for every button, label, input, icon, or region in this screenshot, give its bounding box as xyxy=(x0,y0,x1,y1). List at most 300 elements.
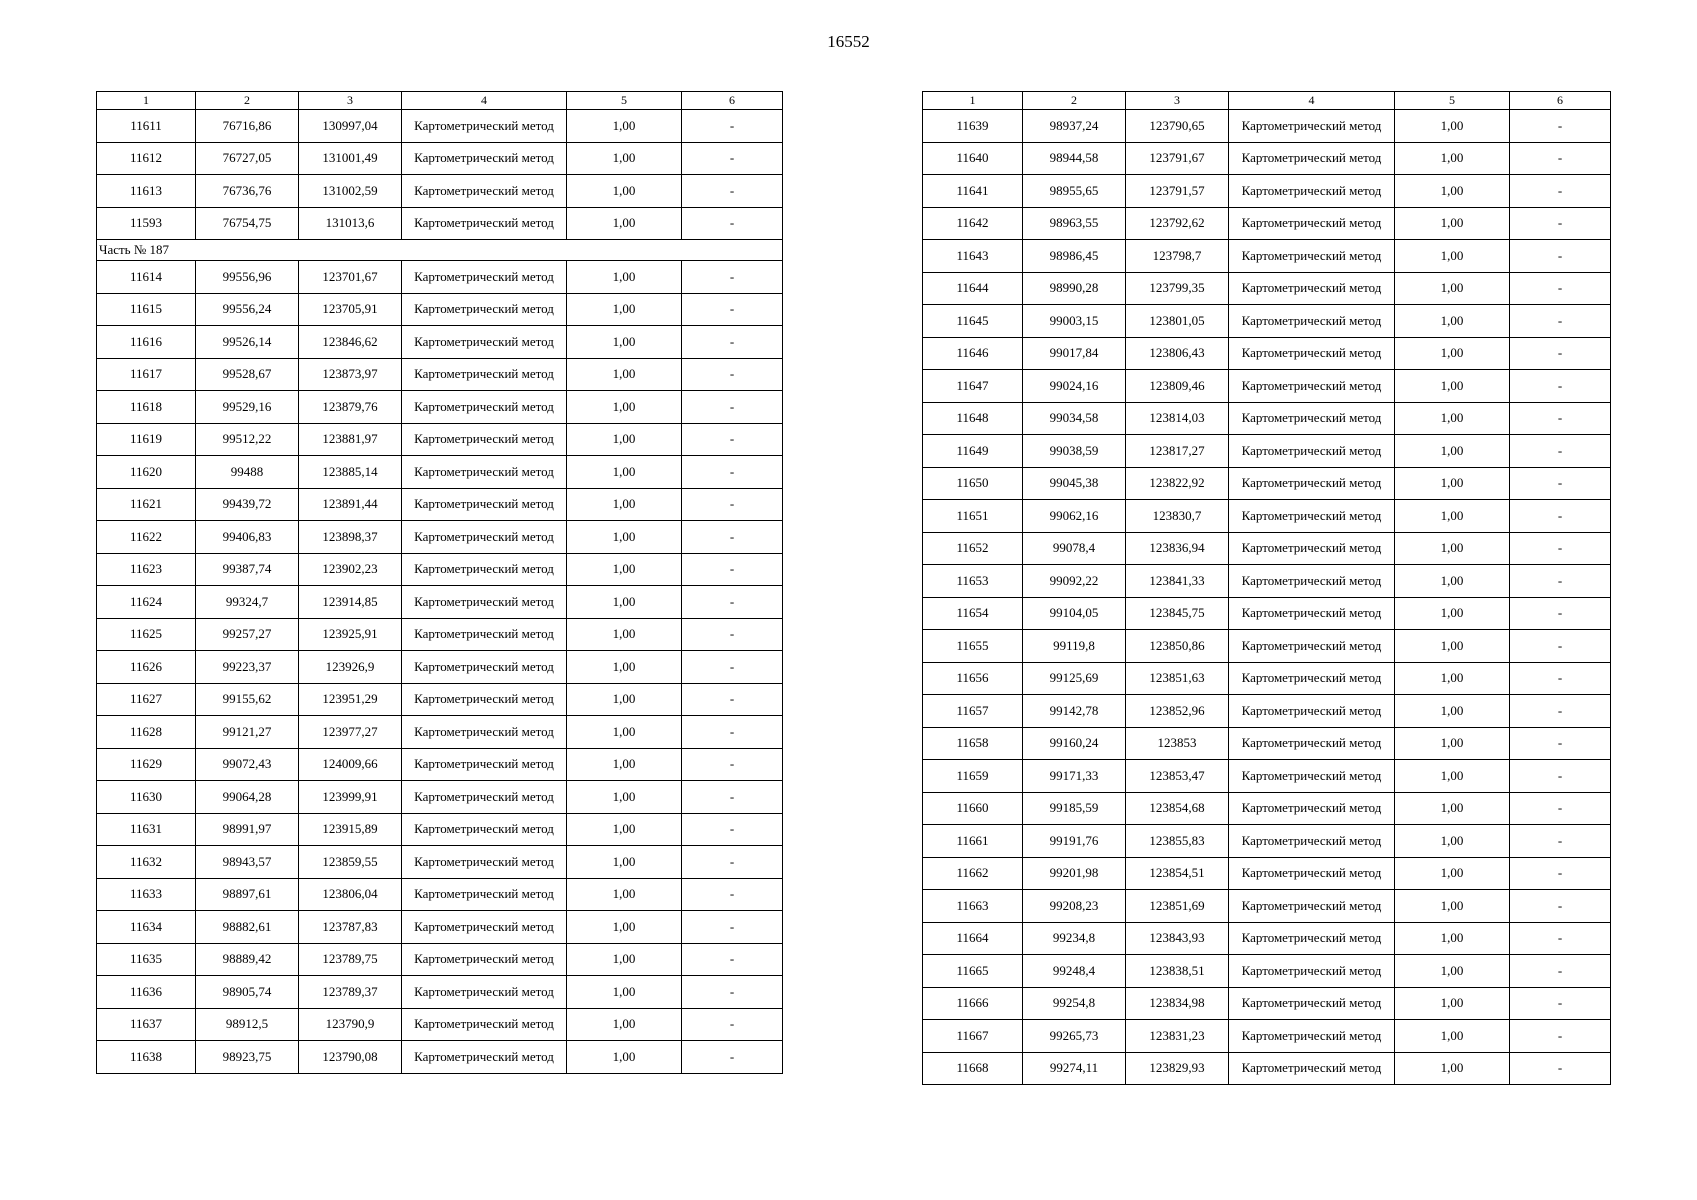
table-cell: Картометрический метод xyxy=(402,943,567,976)
table-cell: - xyxy=(682,142,783,175)
table-cell: 1,00 xyxy=(1395,695,1510,728)
table-cell: 123885,14 xyxy=(299,456,402,489)
table-cell: 11632 xyxy=(97,846,196,879)
table-row xyxy=(923,435,1611,468)
table-cell: 98990,28 xyxy=(1023,272,1126,305)
table-cell: 99488 xyxy=(196,456,299,489)
table-cell: - xyxy=(1510,532,1611,565)
table-cell: Картометрический метод xyxy=(402,586,567,619)
table-cell: 123830,7 xyxy=(1126,500,1229,533)
table-cell: - xyxy=(1510,597,1611,630)
table-row xyxy=(97,261,783,294)
table-cell: 1,00 xyxy=(567,586,682,619)
table-cell: 123841,33 xyxy=(1126,565,1229,598)
table-cell: - xyxy=(682,618,783,651)
table-cell: 1,00 xyxy=(567,683,682,716)
table-cell: 123822,92 xyxy=(1126,467,1229,500)
column-header: 6 xyxy=(1510,92,1611,110)
table-cell: 123791,67 xyxy=(1126,142,1229,175)
table-cell: 131013,6 xyxy=(299,207,402,240)
table-cell: 123879,76 xyxy=(299,391,402,424)
table-cell: 99324,7 xyxy=(196,586,299,619)
table-cell: 99045,38 xyxy=(1023,467,1126,500)
table-row xyxy=(97,748,783,781)
table-row xyxy=(923,337,1611,370)
table-cell: - xyxy=(682,683,783,716)
table-cell: 11614 xyxy=(97,261,196,294)
table-cell: 130997,04 xyxy=(299,110,402,143)
table-cell: 76716,86 xyxy=(196,110,299,143)
table-cell: Картометрический метод xyxy=(1229,435,1395,468)
table-cell: 1,00 xyxy=(1395,857,1510,890)
table-cell: 99121,27 xyxy=(196,716,299,749)
column-header: 4 xyxy=(402,92,567,110)
table-cell: 1,00 xyxy=(567,716,682,749)
table-cell: 1,00 xyxy=(567,326,682,359)
table-cell: 11642 xyxy=(923,207,1023,240)
table-cell: Картометрический метод xyxy=(1229,370,1395,403)
table-cell: - xyxy=(1510,630,1611,663)
table-cell: 1,00 xyxy=(567,878,682,911)
table-cell: - xyxy=(1510,825,1611,858)
column-header: 1 xyxy=(923,92,1023,110)
table-header-row xyxy=(923,92,1611,110)
table-cell: - xyxy=(1510,207,1611,240)
column-header: 5 xyxy=(1395,92,1510,110)
table-cell: Картометрический метод xyxy=(402,110,567,143)
table-cell: 11640 xyxy=(923,142,1023,175)
table-cell: 1,00 xyxy=(567,748,682,781)
table-cell: Картометрический метод xyxy=(1229,402,1395,435)
table-cell: 123859,55 xyxy=(299,846,402,879)
table-cell: 1,00 xyxy=(567,175,682,208)
table-cell: 99119,8 xyxy=(1023,630,1126,663)
table-cell: 1,00 xyxy=(567,358,682,391)
column-header: 1 xyxy=(97,92,196,110)
table-row xyxy=(97,293,783,326)
table-cell: Картометрический метод xyxy=(402,1041,567,1074)
table-cell: 123925,91 xyxy=(299,618,402,651)
table-cell: 99171,33 xyxy=(1023,760,1126,793)
table-cell: 1,00 xyxy=(567,261,682,294)
table-row xyxy=(97,651,783,684)
table-cell: 1,00 xyxy=(1395,760,1510,793)
table-cell: 11641 xyxy=(923,175,1023,208)
table-cell: 98889,42 xyxy=(196,943,299,976)
table-cell: 99528,67 xyxy=(196,358,299,391)
table-row xyxy=(97,175,783,208)
table-cell: 123814,03 xyxy=(1126,402,1229,435)
table-cell: 11644 xyxy=(923,272,1023,305)
table-cell: 123898,37 xyxy=(299,521,402,554)
table-row xyxy=(923,272,1611,305)
column-header: 6 xyxy=(682,92,783,110)
table-cell: 11653 xyxy=(923,565,1023,598)
table-row xyxy=(923,532,1611,565)
table-cell: - xyxy=(1510,760,1611,793)
table-row xyxy=(923,370,1611,403)
table-cell: 1,00 xyxy=(567,1008,682,1041)
coordinates-table-left xyxy=(96,91,783,1074)
table-row xyxy=(923,110,1611,143)
table-cell: 98986,45 xyxy=(1023,240,1126,273)
table-cell: 11649 xyxy=(923,435,1023,468)
table-cell: Картометрический метод xyxy=(402,488,567,521)
table-row xyxy=(97,781,783,814)
table-cell: 123843,93 xyxy=(1126,922,1229,955)
table-cell: - xyxy=(682,976,783,1009)
table-cell: 123817,27 xyxy=(1126,435,1229,468)
table-cell: 99556,96 xyxy=(196,261,299,294)
table-cell: 98963,55 xyxy=(1023,207,1126,240)
table-cell: 11662 xyxy=(923,857,1023,890)
table-cell: 1,00 xyxy=(567,781,682,814)
table-cell: - xyxy=(682,911,783,944)
table-cell: Картометрический метод xyxy=(1229,1020,1395,1053)
table-cell: 11654 xyxy=(923,597,1023,630)
table-cell: 123834,98 xyxy=(1126,987,1229,1020)
table-cell: 123787,83 xyxy=(299,911,402,944)
table-cell: - xyxy=(1510,922,1611,955)
table-cell: 11650 xyxy=(923,467,1023,500)
table-cell: - xyxy=(1510,695,1611,728)
table-cell: 99556,24 xyxy=(196,293,299,326)
table-cell: 99274,11 xyxy=(1023,1052,1126,1085)
table-cell: 99062,16 xyxy=(1023,500,1126,533)
table-row xyxy=(97,456,783,489)
table-cell: 11652 xyxy=(923,532,1023,565)
table-cell: 98897,61 xyxy=(196,878,299,911)
table-cell: Картометрический метод xyxy=(1229,142,1395,175)
table-cell: 99529,16 xyxy=(196,391,299,424)
table-cell: 11666 xyxy=(923,987,1023,1020)
table-cell: 11645 xyxy=(923,305,1023,338)
table-cell: Картометрический метод xyxy=(402,175,567,208)
table-cell: - xyxy=(682,878,783,911)
table-cell: 1,00 xyxy=(1395,175,1510,208)
table-cell: 1,00 xyxy=(1395,1020,1510,1053)
table-cell: - xyxy=(1510,110,1611,143)
table-cell: 11593 xyxy=(97,207,196,240)
table-cell: 99034,58 xyxy=(1023,402,1126,435)
table-cell: 123831,23 xyxy=(1126,1020,1229,1053)
table-cell: 1,00 xyxy=(1395,565,1510,598)
table-cell: 11618 xyxy=(97,391,196,424)
table-cell: - xyxy=(1510,890,1611,923)
table-cell: - xyxy=(1510,240,1611,273)
table-row xyxy=(97,326,783,359)
table-cell: 11664 xyxy=(923,922,1023,955)
table-cell: 123845,75 xyxy=(1126,597,1229,630)
table-cell: Картометрический метод xyxy=(1229,695,1395,728)
table-cell: 1,00 xyxy=(567,142,682,175)
table-cell: 1,00 xyxy=(1395,630,1510,663)
table-row xyxy=(923,890,1611,923)
table-cell: 123850,86 xyxy=(1126,630,1229,663)
table-cell: Картометрический метод xyxy=(402,748,567,781)
table-cell: 1,00 xyxy=(1395,825,1510,858)
table-cell: Картометрический метод xyxy=(402,976,567,1009)
table-cell: Картометрический метод xyxy=(402,423,567,456)
table-cell: Картометрический метод xyxy=(1229,337,1395,370)
table-cell: 11638 xyxy=(97,1041,196,1074)
table-cell: 123809,46 xyxy=(1126,370,1229,403)
table-cell: 123790,65 xyxy=(1126,110,1229,143)
table-cell: 123915,89 xyxy=(299,813,402,846)
table-cell: 99024,16 xyxy=(1023,370,1126,403)
table-cell: Картометрический метод xyxy=(402,391,567,424)
column-header: 4 xyxy=(1229,92,1395,110)
table-cell: 123891,44 xyxy=(299,488,402,521)
table-cell: 123790,9 xyxy=(299,1008,402,1041)
table-cell: 99208,23 xyxy=(1023,890,1126,923)
table-cell: 99265,73 xyxy=(1023,1020,1126,1053)
table-cell: Картометрический метод xyxy=(1229,857,1395,890)
table-cell: 1,00 xyxy=(567,391,682,424)
table-cell: 123791,57 xyxy=(1126,175,1229,208)
table-cell: 123855,83 xyxy=(1126,825,1229,858)
table-cell: 76727,05 xyxy=(196,142,299,175)
table-cell: - xyxy=(682,716,783,749)
table-row xyxy=(97,110,783,143)
table-cell: Картометрический метод xyxy=(402,813,567,846)
table-cell: - xyxy=(682,586,783,619)
table-cell: 11656 xyxy=(923,662,1023,695)
table-cell: 99254,8 xyxy=(1023,987,1126,1020)
table-cell: 99104,05 xyxy=(1023,597,1126,630)
table-cell: - xyxy=(1510,727,1611,760)
table-cell: 11667 xyxy=(923,1020,1023,1053)
table-cell: 11622 xyxy=(97,521,196,554)
table-row xyxy=(923,142,1611,175)
table-cell: Картометрический метод xyxy=(1229,565,1395,598)
table-cell: Картометрический метод xyxy=(1229,922,1395,955)
table-cell: 1,00 xyxy=(1395,370,1510,403)
table-row xyxy=(923,240,1611,273)
table-body-right xyxy=(923,92,1611,1085)
table-cell: 11616 xyxy=(97,326,196,359)
table-cell: Картометрический метод xyxy=(402,683,567,716)
table-row xyxy=(923,175,1611,208)
table-cell: 1,00 xyxy=(1395,272,1510,305)
table-cell: 123801,05 xyxy=(1126,305,1229,338)
table-cell: 11635 xyxy=(97,943,196,976)
table-cell: 1,00 xyxy=(567,911,682,944)
table-cell: Картометрический метод xyxy=(1229,175,1395,208)
table-cell: 11647 xyxy=(923,370,1023,403)
table-row xyxy=(97,488,783,521)
table-row xyxy=(97,553,783,586)
table-cell: 99248,4 xyxy=(1023,955,1126,988)
coordinates-table-right xyxy=(922,91,1611,1085)
table-cell: 1,00 xyxy=(1395,955,1510,988)
table-row xyxy=(923,402,1611,435)
table-cell: Картометрический метод xyxy=(1229,890,1395,923)
table-cell: Картометрический метод xyxy=(1229,272,1395,305)
table-cell: 1,00 xyxy=(1395,662,1510,695)
table-cell: 1,00 xyxy=(567,651,682,684)
table-cell: 1,00 xyxy=(1395,142,1510,175)
table-cell: Картометрический метод xyxy=(402,293,567,326)
table-cell: - xyxy=(682,358,783,391)
table-cell: 1,00 xyxy=(567,553,682,586)
table-cell: 123902,23 xyxy=(299,553,402,586)
table-cell: 99191,76 xyxy=(1023,825,1126,858)
table-cell: 11659 xyxy=(923,760,1023,793)
table-cell: 1,00 xyxy=(567,293,682,326)
section-row xyxy=(97,240,783,261)
table-cell: Картометрический метод xyxy=(402,326,567,359)
table-cell: Картометрический метод xyxy=(402,521,567,554)
table-cell: 11628 xyxy=(97,716,196,749)
table-cell: - xyxy=(682,391,783,424)
table-cell: 11621 xyxy=(97,488,196,521)
table-cell: 123914,85 xyxy=(299,586,402,619)
table-cell: Картометрический метод xyxy=(402,651,567,684)
table-cell: 1,00 xyxy=(567,456,682,489)
table-cell: 1,00 xyxy=(1395,597,1510,630)
table-cell: 1,00 xyxy=(567,1041,682,1074)
table-cell: 124009,66 xyxy=(299,748,402,781)
table-row xyxy=(97,207,783,240)
table-row xyxy=(923,662,1611,695)
table-cell: - xyxy=(682,456,783,489)
table-cell: 98944,58 xyxy=(1023,142,1126,175)
column-header: 2 xyxy=(196,92,299,110)
table-cell: 1,00 xyxy=(1395,532,1510,565)
table-cell: 1,00 xyxy=(1395,727,1510,760)
table-row xyxy=(97,358,783,391)
table-cell: 98937,24 xyxy=(1023,110,1126,143)
table-cell: Картометрический метод xyxy=(402,261,567,294)
table-cell: 99387,74 xyxy=(196,553,299,586)
table-cell: - xyxy=(1510,402,1611,435)
table-cell: 123873,97 xyxy=(299,358,402,391)
table-cell: 1,00 xyxy=(1395,402,1510,435)
column-header: 3 xyxy=(299,92,402,110)
table-cell: - xyxy=(1510,955,1611,988)
table-row xyxy=(97,423,783,456)
table-row xyxy=(97,846,783,879)
table-cell: Картометрический метод xyxy=(1229,305,1395,338)
table-cell: - xyxy=(1510,305,1611,338)
table-cell: 98955,65 xyxy=(1023,175,1126,208)
table-cell: - xyxy=(1510,500,1611,533)
table-cell: 1,00 xyxy=(1395,792,1510,825)
table-cell: Картометрический метод xyxy=(402,142,567,175)
table-row xyxy=(97,943,783,976)
table-cell: 123806,43 xyxy=(1126,337,1229,370)
table-row xyxy=(923,500,1611,533)
table-row xyxy=(97,716,783,749)
table-cell: 11630 xyxy=(97,781,196,814)
table-cell: - xyxy=(1510,142,1611,175)
table-row xyxy=(97,911,783,944)
table-cell: 123852,96 xyxy=(1126,695,1229,728)
table-cell: 123853,47 xyxy=(1126,760,1229,793)
table-cell: 99092,22 xyxy=(1023,565,1126,598)
table-cell: 131001,49 xyxy=(299,142,402,175)
table-cell: 123846,62 xyxy=(299,326,402,359)
table-body-left xyxy=(97,92,783,1074)
table-cell: 11633 xyxy=(97,878,196,911)
table-cell: 99185,59 xyxy=(1023,792,1126,825)
table-cell: 11631 xyxy=(97,813,196,846)
table-cell: 99003,15 xyxy=(1023,305,1126,338)
table-cell: Картометрический метод xyxy=(1229,727,1395,760)
table-cell: 98882,61 xyxy=(196,911,299,944)
table-cell: - xyxy=(682,175,783,208)
column-header: 5 xyxy=(567,92,682,110)
table-cell: - xyxy=(682,813,783,846)
table-cell: 11623 xyxy=(97,553,196,586)
table-row xyxy=(923,467,1611,500)
table-cell: 99142,78 xyxy=(1023,695,1126,728)
table-cell: 11625 xyxy=(97,618,196,651)
table-cell: 1,00 xyxy=(567,943,682,976)
table-cell: 99234,8 xyxy=(1023,922,1126,955)
table-header-row xyxy=(97,92,783,110)
table-row xyxy=(923,922,1611,955)
table-cell: 99201,98 xyxy=(1023,857,1126,890)
table-cell: 1,00 xyxy=(1395,207,1510,240)
table-cell: - xyxy=(682,943,783,976)
table-cell: 1,00 xyxy=(567,207,682,240)
table-row xyxy=(97,618,783,651)
table-cell: Картометрический метод xyxy=(1229,1052,1395,1085)
table-row xyxy=(923,792,1611,825)
table-cell: 123836,94 xyxy=(1126,532,1229,565)
table-cell: 11612 xyxy=(97,142,196,175)
table-cell: 131002,59 xyxy=(299,175,402,208)
table-cell: 123853 xyxy=(1126,727,1229,760)
table-cell: - xyxy=(1510,857,1611,890)
table-cell: 1,00 xyxy=(567,488,682,521)
table-cell: 99160,24 xyxy=(1023,727,1126,760)
table-cell: 11627 xyxy=(97,683,196,716)
table-cell: 99512,22 xyxy=(196,423,299,456)
table-cell: 98943,57 xyxy=(196,846,299,879)
table-cell: 11619 xyxy=(97,423,196,456)
table-cell: Картометрический метод xyxy=(1229,825,1395,858)
table-cell: 1,00 xyxy=(1395,305,1510,338)
table-cell: 1,00 xyxy=(1395,467,1510,500)
section-label: Часть № 187 xyxy=(97,240,783,261)
table-cell: - xyxy=(1510,467,1611,500)
table-row xyxy=(97,1008,783,1041)
table-cell: - xyxy=(1510,435,1611,468)
table-cell: Картометрический метод xyxy=(402,1008,567,1041)
table-cell: Картометрический метод xyxy=(402,911,567,944)
table-cell: 98923,75 xyxy=(196,1041,299,1074)
table-cell: 99257,27 xyxy=(196,618,299,651)
table-cell: 123829,93 xyxy=(1126,1052,1229,1085)
table-cell: 11637 xyxy=(97,1008,196,1041)
table-cell: 1,00 xyxy=(567,846,682,879)
table-cell: 99078,4 xyxy=(1023,532,1126,565)
table-cell: 11626 xyxy=(97,651,196,684)
table-cell: - xyxy=(682,748,783,781)
table-cell: 11617 xyxy=(97,358,196,391)
table-row xyxy=(923,305,1611,338)
table-cell: Картометрический метод xyxy=(402,456,567,489)
table-cell: 11613 xyxy=(97,175,196,208)
table-cell: Картометрический метод xyxy=(402,716,567,749)
table-cell: 123789,37 xyxy=(299,976,402,1009)
table-cell: - xyxy=(1510,175,1611,208)
table-row xyxy=(97,976,783,1009)
table-row xyxy=(923,1052,1611,1085)
